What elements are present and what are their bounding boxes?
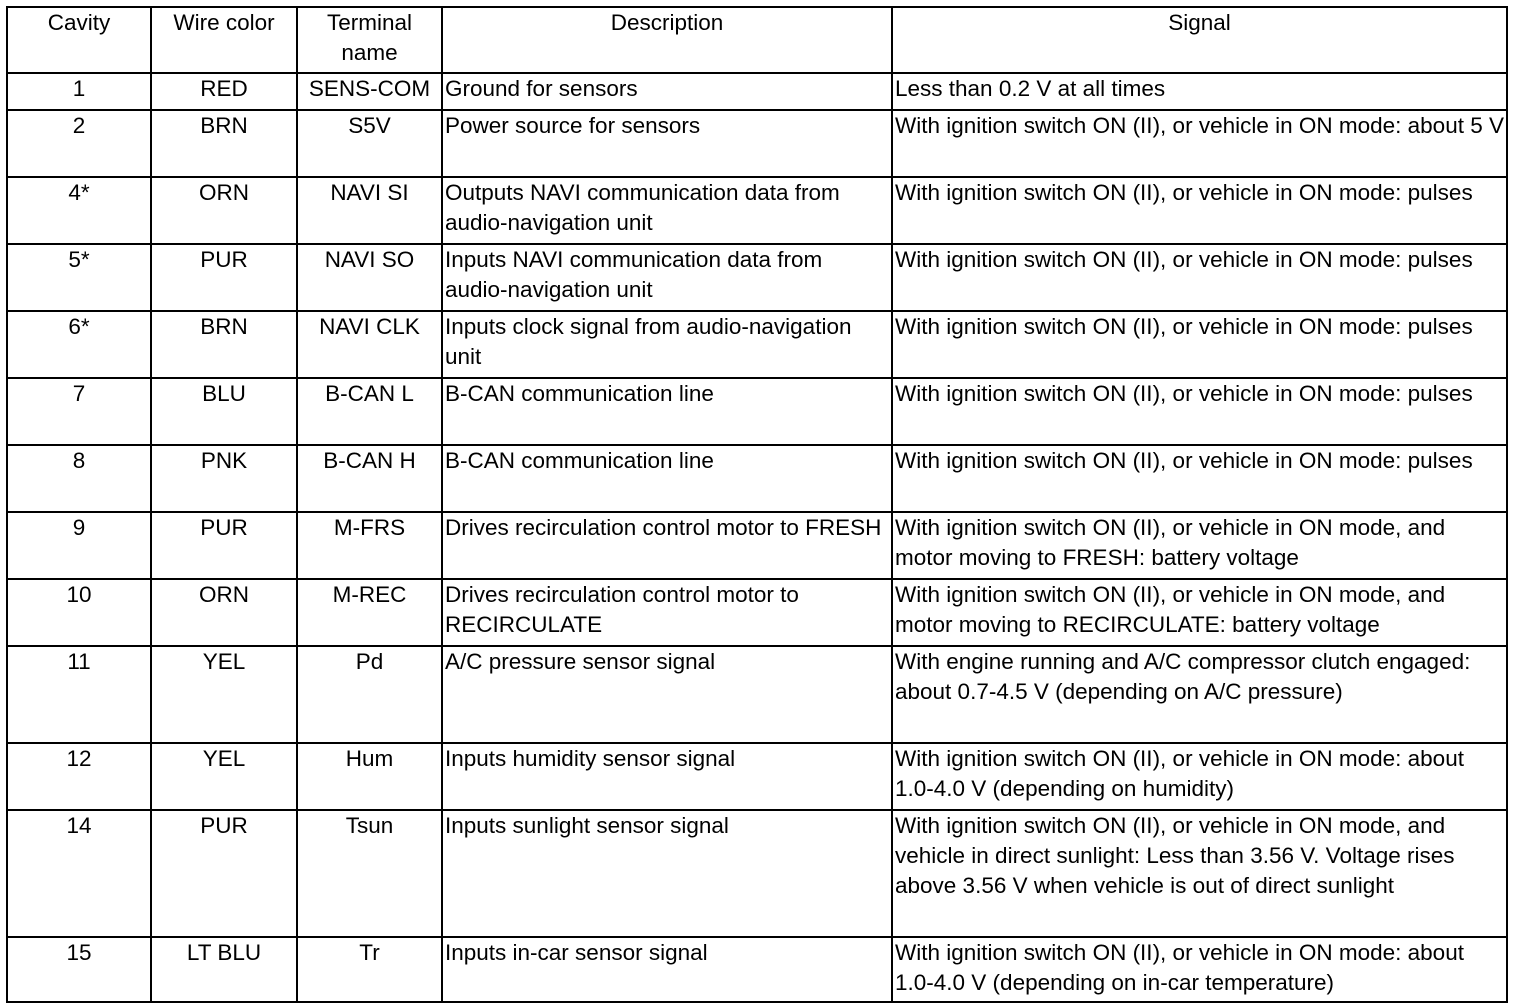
description-cell: Inputs humidity sensor signal	[442, 743, 892, 810]
signal-cell: Less than 0.2 V at all times	[892, 73, 1507, 110]
cavity-cell: 2	[7, 110, 151, 177]
table-row	[7, 244, 1507, 311]
terminal-name-cell: B-CAN L	[297, 378, 442, 445]
terminal-name-cell: Pd	[297, 646, 442, 743]
terminal-name-cell: NAVI SI	[297, 177, 442, 244]
wire-color-cell: PUR	[151, 512, 297, 579]
terminal-name-cell: B-CAN H	[297, 445, 442, 512]
wire-color-cell: RED	[151, 73, 297, 110]
cavity-cell: 9	[7, 512, 151, 579]
signal-cell: With engine running and A/C compressor clutch engaged: about 0.7-4.5 V (depending on A/C pressure)	[892, 646, 1507, 743]
wire-color-cell: YEL	[151, 646, 297, 743]
description-cell: Drives recirculation control motor to FRESH	[442, 512, 892, 579]
table-row	[7, 937, 1507, 1002]
description-cell: A/C pressure sensor signal	[442, 646, 892, 743]
terminal-name-cell: NAVI CLK	[297, 311, 442, 378]
terminal-name-cell: Hum	[297, 743, 442, 810]
description-cell: Power source for sensors	[442, 110, 892, 177]
header-wire-color: Wire color	[151, 7, 297, 73]
description-cell: Inputs in-car sensor signal	[442, 937, 892, 1002]
header-signal: Signal	[892, 7, 1507, 73]
signal-cell: With ignition switch ON (II), or vehicle in ON mode, and vehicle in direct sunlight: Less than 3.56 V. Voltage rises above 3.56 V when vehicle is out of direct sunlight	[892, 810, 1507, 937]
description-cell: Outputs NAVI communication data from audio-navigation unit	[442, 177, 892, 244]
signal-cell: With ignition switch ON (II), or vehicle in ON mode: about 5 V	[892, 110, 1507, 177]
terminal-name-cell: SENS-COM	[297, 73, 442, 110]
signal-cell: With ignition switch ON (II), or vehicle in ON mode: pulses	[892, 378, 1507, 445]
description-cell: Inputs clock signal from audio-navigation unit	[442, 311, 892, 378]
wire-color-cell: PNK	[151, 445, 297, 512]
wire-color-cell: BRN	[151, 110, 297, 177]
table-row	[7, 445, 1507, 512]
table-row	[7, 73, 1507, 110]
cavity-cell: 14	[7, 810, 151, 937]
cavity-cell: 8	[7, 445, 151, 512]
connector-pinout-table	[6, 6, 1508, 1003]
description-cell: Ground for sensors	[442, 73, 892, 110]
description-cell: B-CAN communication line	[442, 445, 892, 512]
cavity-cell: 7	[7, 378, 151, 445]
terminal-name-cell: Tr	[297, 937, 442, 1002]
cavity-cell: 6*	[7, 311, 151, 378]
wire-color-cell: BLU	[151, 378, 297, 445]
table-row	[7, 579, 1507, 646]
wire-color-cell: BRN	[151, 311, 297, 378]
cavity-cell: 4*	[7, 177, 151, 244]
description-cell: B-CAN communication line	[442, 378, 892, 445]
table-row	[7, 743, 1507, 810]
table-row	[7, 177, 1507, 244]
cavity-cell: 10	[7, 579, 151, 646]
table-row	[7, 110, 1507, 177]
header-description: Description	[442, 7, 892, 73]
cavity-cell: 5*	[7, 244, 151, 311]
wire-color-cell: LT BLU	[151, 937, 297, 1002]
header-cavity: Cavity	[7, 7, 151, 73]
table-row	[7, 311, 1507, 378]
table-row	[7, 378, 1507, 445]
table-row	[7, 810, 1507, 937]
terminal-name-cell: S5V	[297, 110, 442, 177]
table-row	[7, 646, 1507, 743]
signal-cell: With ignition switch ON (II), or vehicle in ON mode: about 1.0-4.0 V (depending on humidity)	[892, 743, 1507, 810]
wire-color-cell: PUR	[151, 244, 297, 311]
terminal-name-cell: M-REC	[297, 579, 442, 646]
description-cell: Inputs NAVI communication data from audio-navigation unit	[442, 244, 892, 311]
wire-color-cell: ORN	[151, 177, 297, 244]
terminal-name-cell: M-FRS	[297, 512, 442, 579]
wire-color-cell: YEL	[151, 743, 297, 810]
terminal-name-cell: Tsun	[297, 810, 442, 937]
cavity-cell: 1	[7, 73, 151, 110]
cavity-cell: 12	[7, 743, 151, 810]
header-row	[7, 7, 1507, 73]
signal-cell: With ignition switch ON (II), or vehicle in ON mode: pulses	[892, 311, 1507, 378]
header-terminal-name: Terminal name	[297, 7, 442, 73]
description-cell: Drives recirculation control motor to RECIRCULATE	[442, 579, 892, 646]
signal-cell: With ignition switch ON (II), or vehicle in ON mode: pulses	[892, 445, 1507, 512]
wire-color-cell: PUR	[151, 810, 297, 937]
cavity-cell: 15	[7, 937, 151, 1002]
signal-cell: With ignition switch ON (II), or vehicle in ON mode: about 1.0-4.0 V (depending on in-car temperature)	[892, 937, 1507, 1002]
signal-cell: With ignition switch ON (II), or vehicle in ON mode: pulses	[892, 244, 1507, 311]
signal-cell: With ignition switch ON (II), or vehicle in ON mode, and motor moving to FRESH: battery voltage	[892, 512, 1507, 579]
signal-cell: With ignition switch ON (II), or vehicle in ON mode, and motor moving to RECIRCULATE: battery voltage	[892, 579, 1507, 646]
table-row	[7, 512, 1507, 579]
signal-cell: With ignition switch ON (II), or vehicle in ON mode: pulses	[892, 177, 1507, 244]
terminal-name-cell: NAVI SO	[297, 244, 442, 311]
description-cell: Inputs sunlight sensor signal	[442, 810, 892, 937]
cavity-cell: 11	[7, 646, 151, 743]
wire-color-cell: ORN	[151, 579, 297, 646]
